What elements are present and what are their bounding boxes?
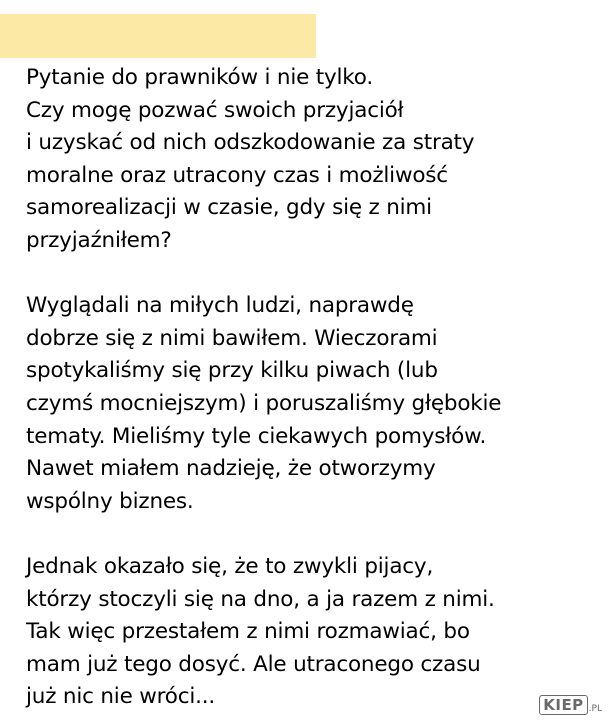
text-line: tematy. Mieliśmy tyle ciekawych pomysłów. [26,423,487,449]
text-line: spotykaliśmy się przy kilku piwach (lub [26,358,438,384]
watermark-tld: .PL [588,704,602,714]
text-line: Wyglądali na miłych ludzi, naprawdę [26,293,414,319]
post-text [26,62,606,714]
text-line: i uzyskać od nich odszkodowanie za straty [26,130,475,156]
kiep-watermark [539,695,602,715]
text-line: mam już tego dosyć. Ale utraconego czasu [26,651,481,677]
text-line: Czy mogę pozwać swoich przyjaciół [26,97,404,123]
text-line: samorealizacji w czasie, gdy się z nimi [26,195,432,221]
text-line: którzy stoczyli się na dno, a ja razem z nimi. [26,586,495,612]
paragraph-gap [26,258,606,291]
text-line: Tak więc przestałem z nimi rozmawiać, bo [26,619,470,645]
text-line: przyjaźniłem? [26,227,172,253]
text-line: Nawet miałem nadzieję, że otworzymy [26,456,436,482]
text-line: moralne oraz utracony czas i możliwość [26,162,448,188]
text-line: czymś mocniejszym) i poruszaliśmy głębokie [26,390,502,416]
text-line: Pytanie do prawników i nie tylko. [26,65,373,90]
paragraph-gap [26,518,606,551]
watermark-brand: KIEP [539,695,587,715]
text-line: Jednak okazało się, że to zwykli pijacy, [26,553,434,579]
highlight-bar [0,14,316,58]
text-line: już nic nie wróci... [26,684,216,710]
text-line: dobrze się z nimi bawiłem. Wieczorami [26,325,438,351]
text-line: wspólny biznes. [26,488,194,514]
